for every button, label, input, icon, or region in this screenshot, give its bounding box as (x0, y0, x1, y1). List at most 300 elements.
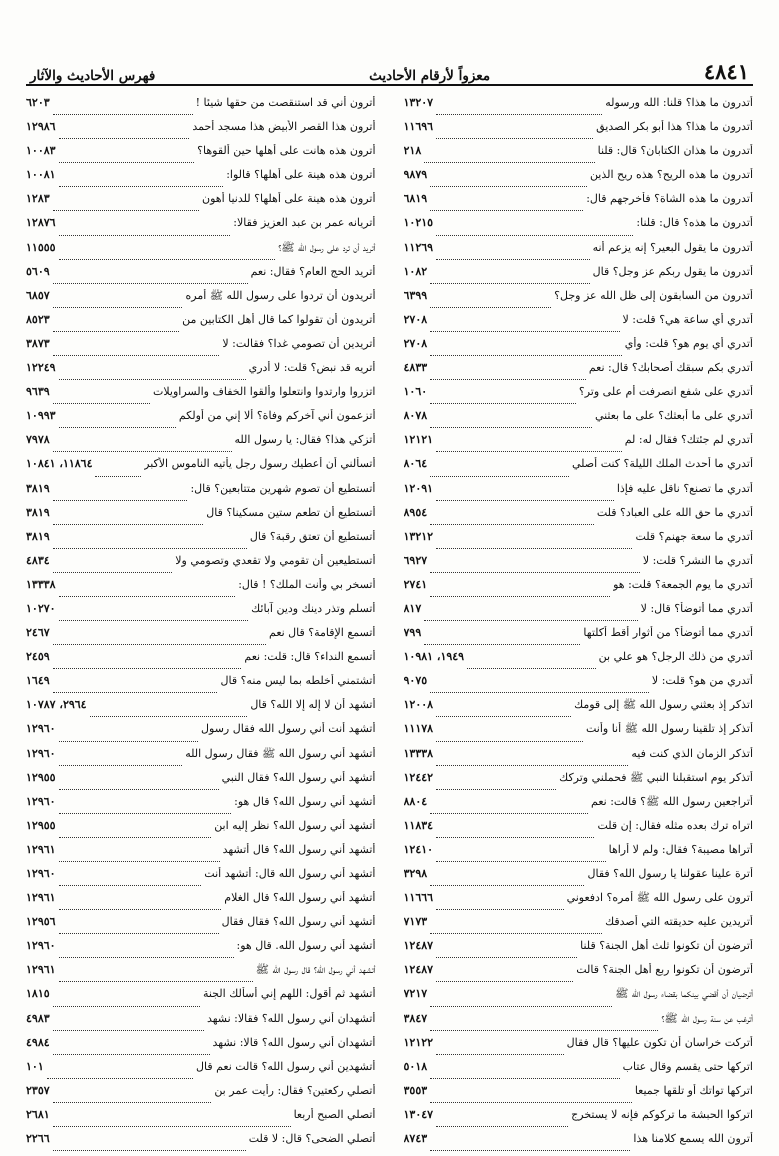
entry-reference: ٤٩٨٣ (26, 1011, 50, 1025)
leader-dots (59, 154, 195, 163)
entry-reference: ٢٩٦٤، ١٠٧٨٧ (26, 698, 87, 712)
index-entry (404, 385, 754, 409)
leader-dots (430, 925, 602, 934)
leader-dots (53, 516, 204, 525)
leader-dots (59, 949, 234, 958)
entry-text: أتراها مصيبة؟ فقال: ولم لا أراها (608, 842, 753, 856)
index-entry (404, 819, 754, 843)
index-entry (404, 747, 754, 771)
leader-dots (53, 636, 266, 645)
index-entry (404, 168, 754, 192)
entry-text: أتشهد أني رسول الله؟ قال رسول الله ﷺ (255, 963, 376, 977)
entry-text: أتشهدان أني رسول الله؟ قالا: نشهد (212, 1035, 376, 1049)
index-entry (404, 1084, 754, 1108)
index-entry (404, 1108, 754, 1132)
entry-reference: ٣٨٤٧ (403, 1011, 428, 1025)
leader-dots (430, 202, 583, 211)
entry-text: أتريانه عمر بن عبد العزيز فقالا: (233, 216, 376, 230)
leader-dots (59, 371, 246, 380)
entry-reference: ٦٩٢٧ (403, 553, 428, 567)
entry-text: أتدرون ما هذه الشاة؟ فأخرجهم قال: (586, 192, 753, 206)
index-columns (26, 96, 753, 1156)
index-entry (26, 96, 376, 120)
entry-reference: ١٢٢٤٩ (26, 361, 56, 375)
index-entry (26, 241, 376, 265)
entry-reference: ٥٦٠٩ (26, 264, 50, 278)
entry-reference: ٣٨٧٣ (26, 336, 50, 350)
leader-dots (53, 395, 150, 404)
leader-dots (436, 130, 593, 139)
entry-reference: ١٢٩٦١ (26, 842, 56, 856)
entry-reference: ٦٣٩٩ (403, 288, 428, 302)
index-entry (404, 457, 754, 481)
index-entry (404, 241, 754, 265)
entry-text: أترضون أن تكونوا ربع أهل الجنة؟ قالت (576, 963, 753, 977)
index-entry (404, 939, 754, 963)
entry-text: أتشهد أني رسول الله؟ نظر إليه ابن (214, 818, 376, 832)
leader-dots (436, 1046, 564, 1055)
index-entry (26, 337, 376, 361)
entry-text: اتركها حتى يقسم وقال عتاب (622, 1059, 753, 1073)
entry-text: أتدري بكم سبقك أصحابك؟ قال: نعم (588, 361, 753, 375)
entry-text: أتدري مما أتوضأ؟ من أثوار أقط أكلتها (583, 626, 753, 640)
entry-text: أتسلم وتذر دينك ودين آبائك (251, 601, 376, 615)
index-entry (26, 1060, 376, 1084)
index-entry (404, 674, 754, 698)
entry-text: أتذكر يوم استقبلنا النبي ﷺ فحملني وتركك (559, 770, 753, 784)
leader-dots (59, 757, 183, 766)
entry-text: أترة علينا عقولنا يا رسول الله؟ فقال (587, 867, 753, 880)
index-entry (26, 433, 376, 457)
entry-text: أتسألني أن أعطيك رسول رجل يأتيه الناموس الأكبر (144, 457, 376, 471)
entry-reference: ٧٩٩ (403, 626, 422, 640)
entry-text: أتدري على ما أبعثك؟ على ما بعثني (594, 409, 753, 423)
leader-dots (430, 299, 551, 308)
leader-dots (59, 733, 198, 742)
leader-dots (53, 540, 247, 549)
leader-dots (430, 468, 569, 477)
leader-dots (59, 130, 190, 139)
leader-dots (59, 178, 224, 187)
entry-reference: ١٠١ (26, 1059, 44, 1073)
entry-reference: ١٣٣٣٨ (403, 746, 434, 760)
index-entry (26, 626, 376, 650)
leader-dots (53, 564, 173, 573)
entry-reference: ٧٢١٧ (403, 987, 428, 1001)
leader-dots (90, 708, 248, 717)
leader-dots (430, 877, 584, 886)
entry-text: أتدرون من السابقون إلى ظل الله عز وجل؟ (554, 288, 753, 302)
leader-dots (430, 371, 586, 380)
entry-reference: ٢٢٦٦ (26, 1132, 50, 1146)
entry-reference: ١٢٠٩١ (403, 481, 434, 495)
entry-reference: ١٢٩٦٠ (26, 722, 56, 736)
entry-text: أتسمع الإقامة؟ قال نعم (269, 626, 376, 640)
index-entry (404, 867, 754, 891)
entry-reference: ١٢٩٦١ (26, 891, 56, 905)
leader-dots (430, 588, 610, 597)
entry-reference: ١٣٣٣٨ (26, 577, 56, 591)
entry-text: أتدرون ما هذا؟ قلنا: الله ورسوله (605, 96, 753, 109)
leader-dots (59, 829, 212, 838)
entry-text: أتشهد أني رسول الله ﷺ فقال رسول الله (185, 746, 376, 760)
entry-text: أتدري ما أحدث الملك الليلة؟ كنت أصلي (571, 457, 753, 471)
entry-text: أتذكر إذ تلقينا رسول الله ﷺ أنا وأنت (585, 722, 753, 736)
entry-reference: ٢٧٤١ (403, 577, 428, 591)
leader-dots (59, 901, 222, 910)
entry-reference: ٢٦٨١ (26, 1107, 50, 1121)
leader-dots (53, 323, 180, 332)
leader-dots (59, 781, 219, 790)
index-entry (404, 843, 754, 867)
entry-reference: ١٣٢١٢ (403, 529, 434, 543)
leader-dots (59, 227, 231, 236)
entry-text: أتريه قد نبض؟ قلت: لا أدري (248, 361, 376, 375)
index-entry (26, 385, 376, 409)
entry-text: اتذكر إذ بعثني رسول الله ﷺ إلى قومك (574, 698, 753, 712)
leader-dots (430, 516, 594, 525)
entry-reference: ٨٨٠٤ (403, 794, 428, 808)
entry-text: أتشهد أني رسول الله قال: أتشهد أنت (204, 867, 376, 880)
leader-dots (436, 1118, 568, 1127)
leader-dots (436, 949, 577, 958)
entry-text: أتدرون ما يقول البعير؟ إنه يزعم أنه (592, 240, 753, 254)
index-entry (26, 891, 376, 915)
entry-text: أتدرون ما هذه؟ قال: قلنا: (636, 216, 753, 230)
entry-text: اتركوا الحبشة ما تركوكم فإنه لا يستخرج (571, 1107, 753, 1121)
index-entry (404, 602, 754, 626)
leader-dots (436, 227, 633, 236)
leader-dots (436, 443, 622, 452)
index-entry (26, 216, 376, 240)
leader-dots (424, 154, 594, 163)
index-entry (404, 96, 754, 120)
entry-reference: ٨١٧ (403, 601, 422, 615)
leader-dots (53, 299, 183, 308)
index-entry (404, 915, 754, 939)
index-entry (26, 867, 376, 891)
entry-text: أتشهد أن لا إله إلا الله؟ قال (250, 698, 376, 712)
entry-reference: ١٢٩٦٠ (26, 939, 56, 953)
leader-dots (436, 757, 628, 766)
entry-reference: ٦٨١٩ (403, 192, 428, 206)
entry-text: اتركها تواتك أو تلقها جميعا (634, 1083, 753, 1097)
entry-reference: ١٢٤١٠ (403, 842, 434, 856)
leader-dots (424, 636, 580, 645)
index-entry (404, 120, 754, 144)
entry-reference: ٧٩٧٨ (26, 433, 50, 447)
entry-text: أتدري ما النشر؟ قلت: لا (642, 553, 753, 567)
leader-dots (436, 829, 594, 838)
index-entry (404, 554, 754, 578)
leader-dots (53, 1118, 291, 1127)
index-entry (404, 409, 754, 433)
entry-reference: ٦٢٠٣ (26, 96, 50, 109)
entry-reference: ٤٨٣٣ (403, 361, 428, 375)
entry-reference: ٤٩٨٤ (26, 1035, 50, 1049)
entry-text: أتدرون ما هذان الكتابان؟ قال: قلنا (597, 144, 753, 158)
leader-dots (436, 708, 571, 717)
entry-text: أتريد الحج العام؟ فقال: نعم (250, 264, 376, 278)
leader-dots (436, 106, 602, 115)
entry-text: أترون الله يسمع كلامنا هذا (633, 1132, 753, 1146)
entry-reference: ٦٨٥٧ (26, 288, 50, 302)
index-entry (404, 433, 754, 457)
entry-text: أتدرون ما هذا؟ هذا أبو بكر الصديق (596, 120, 753, 134)
index-entry (26, 1036, 376, 1060)
entry-reference: ٤٨٣٤ (26, 553, 50, 567)
entry-reference: ٣٥٥٣ (403, 1083, 428, 1097)
entry-text: أتدري من هو؟ قلت: لا (651, 674, 753, 688)
leader-dots (59, 973, 253, 982)
index-entry (26, 1132, 376, 1156)
entry-reference: ٢٤٥٩ (26, 650, 50, 664)
entry-text: أترون هذا القصر الأبيض هذا مسجد أحمد (192, 120, 376, 134)
entry-text: أتدري ما تصنع؟ ناقل عليه فإذا (616, 481, 753, 495)
index-entry (404, 987, 754, 1011)
index-entry (404, 192, 754, 216)
entry-reference: ١٣٢٠٧ (403, 96, 434, 109)
index-entry (26, 192, 376, 216)
leader-dots (430, 395, 576, 404)
entry-text: أترون هذه هانت على أهلها حين ألقوها؟ (197, 144, 376, 158)
entry-reference: ١٢٩٨٦ (26, 120, 56, 134)
entry-reference: ١٨١٥ (26, 987, 50, 1001)
leader-dots (430, 275, 589, 284)
leader-dots (53, 1094, 212, 1103)
leader-dots (59, 925, 219, 934)
leader-dots (53, 275, 248, 284)
entry-text: اتراه ترك بعده مثله فقال: إن قلت (597, 818, 753, 832)
entry-text: أتستطيع أن تصوم شهرين متتابعين؟ قال: (190, 481, 376, 495)
entry-text: أتدري ما يوم الجمعة؟ قلت: هو (613, 577, 753, 591)
index-entry (404, 361, 754, 385)
entry-text: أتسخر بي وأنت الملك؟ ! قال: (238, 577, 376, 591)
entry-reference: ٣٨١٩ (26, 529, 50, 543)
entry-reference: ٢١٨ (403, 144, 422, 158)
leader-dots (95, 468, 141, 477)
index-entry (26, 771, 376, 795)
index-entry (26, 915, 376, 939)
entry-reference: ١٢١٢١ (403, 433, 434, 447)
leader-dots (430, 347, 622, 356)
leader-dots (47, 1070, 193, 1079)
right-column (390, 96, 754, 1156)
index-entry (26, 313, 376, 337)
leader-dots (424, 612, 637, 621)
index-entry (26, 939, 376, 963)
entry-reference: ١٢٩٦١ (26, 963, 56, 977)
entry-reference: ١١٨٦٤، ١٠٨٤١ (26, 457, 93, 471)
leader-dots (436, 492, 614, 501)
index-entry (26, 674, 376, 698)
index-entry (404, 1060, 754, 1084)
entry-reference: ١١٢٦٩ (403, 240, 434, 254)
entry-reference: ١١٥٥٥ (26, 240, 56, 254)
index-entry (26, 265, 376, 289)
entry-reference: ٩٨٧٩ (403, 168, 428, 182)
entry-text: أتراجعين رسول الله ﷺ؟ قالت: نعم (591, 794, 753, 808)
index-entry (404, 265, 754, 289)
entry-reference: ١٢٩٦٠ (26, 746, 56, 760)
left-column (26, 96, 390, 1156)
entry-reference: ١٢٤٨٧ (403, 939, 434, 953)
entry-reference: ٩٠٧٥ (403, 674, 428, 688)
leader-dots (467, 660, 596, 669)
entry-text: أتشهد أنت أني رسول الله فقال رسول (201, 722, 376, 736)
entry-text: أتدري ما حق الله على العباد؟ قلت (596, 505, 753, 519)
leader-dots (430, 1022, 658, 1031)
entry-text: أتزعمون أني آخركم وفاة؟ ألا إني من أولكم (178, 409, 376, 423)
leader-dots (59, 588, 236, 597)
entry-text: أتشتمني أخلطه بما ليس منه؟ قال (220, 674, 376, 688)
entry-reference: ١١٦٦٦ (403, 891, 434, 905)
leader-dots (59, 853, 220, 862)
entry-reference: ١٢١٢٢ (403, 1035, 434, 1049)
entry-text: أتصلي ركعتين؟ فقال: رأيت عمر بن (214, 1083, 376, 1097)
entry-reference: ٨٧٤٣ (403, 1132, 428, 1146)
leader-dots (53, 1046, 210, 1055)
index-entry (26, 120, 376, 144)
entry-reference: ١٣٠٤٧ (403, 1107, 434, 1121)
entry-reference: ٨٩٥٤ (403, 505, 428, 519)
entry-reference: ١٢٩٦٠ (26, 867, 56, 880)
entry-text: أتدرون ما يقول ربكم عز وجل؟ قال (592, 264, 753, 278)
index-entry (26, 530, 376, 554)
entry-reference: ٥٠١٨ (403, 1059, 428, 1073)
index-entry (404, 1012, 754, 1036)
entry-text: أتستطيعين أن تقومي ولا تقعدي وتصومي ولا (175, 553, 376, 567)
index-entry (404, 144, 754, 168)
entry-text: أتشهدان أني رسول الله؟ فقالا: نشهد (206, 1011, 376, 1025)
entry-reference: ٨٥٢٣ (26, 312, 50, 326)
leader-dots (53, 1142, 246, 1151)
leader-dots (430, 419, 592, 428)
leader-dots (53, 1022, 204, 1031)
index-entry (404, 722, 754, 746)
entry-text: أتشهد ثم أقول: اللهم إني أسألك الجنة (202, 987, 376, 1001)
entry-reference: ١٢٩٥٦ (26, 915, 56, 929)
entry-text: أتريدون أن تقولوا كما قال أهل الكتابين من (182, 312, 376, 326)
index-entry (26, 1084, 376, 1108)
index-entry (26, 819, 376, 843)
entry-text: أترضون أن تكونوا ثلث أهل الجنة؟ قلنا (580, 939, 753, 953)
entry-reference: ٢٧٠٨ (403, 336, 428, 350)
entry-text: أتشهد أني رسول الله؟ فقال النبي (221, 770, 376, 784)
entry-text: أتستطيع أن تعتق رقبة؟ قال (249, 529, 376, 543)
index-entry (26, 602, 376, 626)
leader-dots (53, 347, 220, 356)
entry-reference: ٣٨١٩ (26, 505, 50, 519)
index-entry (404, 506, 754, 530)
entry-reference: ١٠٦٠ (403, 385, 428, 399)
entry-text: أترون هذه هينة على أهلها؟ قالوا: (226, 168, 376, 182)
index-entry (26, 722, 376, 746)
entry-reference: ١٠٨٢ (403, 264, 428, 278)
entry-text: أترون أني قد استنقصت من حقها شيئا ! (195, 96, 376, 109)
index-entry (26, 987, 376, 1011)
index-entry (404, 289, 754, 313)
index-entry (404, 650, 754, 674)
page-number: ٤٨٤١ (703, 59, 749, 84)
entry-text: أتدري أي ساعة هي؟ قلت: لا (622, 312, 753, 326)
center-title: معزواً لأرقام الأحاديث (369, 68, 491, 84)
entry-reference: ١٢٨٣ (26, 192, 50, 206)
leader-dots (53, 684, 218, 693)
index-entry (404, 482, 754, 506)
index-entry (26, 361, 376, 385)
entry-text: اتزروا وارتدوا وانتعلوا وألقوا الخفاف والسراويلات (153, 385, 376, 399)
entry-text: أتريد أن ترد على رسول الله ﷺ؟ (278, 240, 376, 254)
entry-reference: ١٠٠٨٣ (26, 144, 56, 158)
entry-text: أتدري أي يوم هو؟ قلت: وأي (624, 336, 753, 350)
leader-dots (430, 684, 649, 693)
entry-reference: ١٢٩٥٥ (26, 818, 56, 832)
entry-text: أترون على رسول الله ﷺ أمره؟ ادفعوني (566, 891, 753, 905)
leader-dots (436, 781, 556, 790)
entry-text: أتذكر الزمان الذي كنت فيه (631, 746, 753, 760)
entry-reference: ٣٢٩٨ (403, 867, 428, 880)
index-entry (404, 626, 754, 650)
index-entry (404, 1036, 754, 1060)
entry-reference: ٢٣٥٧ (26, 1083, 50, 1097)
entry-text: أتصلي الضحى؟ قال: لا قلت (248, 1132, 376, 1146)
entry-reference: ١٢٤٤٢ (403, 770, 434, 784)
entry-reference: ٢٤٦٧ (26, 626, 50, 640)
entry-reference: ١١٦٩٦ (403, 120, 434, 134)
entry-reference: ١٦٤٩ (26, 674, 50, 688)
entry-text: أتدري ما سعة جهنم؟ قلت (635, 529, 753, 543)
leader-dots (430, 1070, 619, 1079)
entry-reference: ١٢٨٧٦ (26, 216, 56, 230)
entry-text: أتريدين عليه حديقته التي أصدقك (605, 915, 753, 929)
entry-text: أتزكي هذا؟ فقال: يا رسول الله (234, 433, 376, 447)
index-entry (404, 216, 754, 240)
entry-reference: ١١١٧٨ (403, 722, 434, 736)
entry-text: أتدري لم جئتك؟ فقال له: لم (624, 433, 753, 447)
entry-text: أتستطيع أن تطعم ستين مسكينا؟ قال (206, 505, 376, 519)
leader-dots (430, 805, 588, 814)
entry-reference: ١٠٢٧٠ (26, 601, 56, 615)
entry-reference: ٧١٧٣ (403, 915, 428, 929)
entry-reference: ١٠٠٨١ (26, 168, 56, 182)
entry-text: أتشهد أني رسول الله؟ قال أتشهد (222, 842, 376, 856)
leader-dots (53, 492, 188, 501)
index-page (26, 58, 753, 1156)
entry-text: أتريدين أن تصومي غدا؟ فقالت: لا (222, 336, 376, 350)
index-title: فهرس الأحاديث والآثار (30, 68, 156, 84)
entry-reference: ٨٠٦٤ (403, 457, 428, 471)
index-entry (26, 554, 376, 578)
index-entry (26, 168, 376, 192)
entry-text: أتركت خراسان أن تكون عليها؟ قال فقال (566, 1035, 753, 1049)
entry-reference: ١٢٤٨٧ (403, 963, 434, 977)
index-entry (26, 1108, 376, 1132)
leader-dots (53, 202, 199, 211)
index-entry (26, 409, 376, 433)
leader-dots (53, 443, 232, 452)
index-entry (26, 457, 376, 481)
entry-reference: ١٠٢١٥ (403, 216, 434, 230)
leader-dots (436, 733, 583, 742)
entry-text: أترغب عن سنة رسول الله ﷺ؟ (661, 1011, 753, 1025)
leader-dots (436, 853, 606, 862)
page-header (26, 58, 753, 86)
leader-dots (59, 805, 232, 814)
entry-text: أتسمع النداء؟ قال: قلت: نعم (244, 650, 376, 664)
entry-reference: ٨٠٧٨ (403, 409, 428, 423)
leader-dots (59, 419, 176, 428)
